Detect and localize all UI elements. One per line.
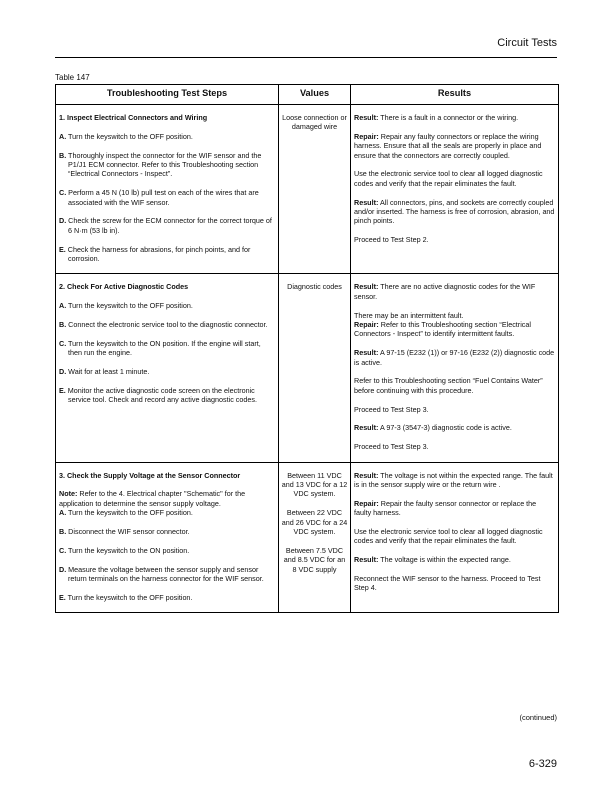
step-text: Monitor the active diagnostic code screen on the electronic service tool. Check and record any active diagnostic codes. (65, 385, 257, 405)
step-text: Turn the keyswitch to the OFF position. (65, 592, 193, 602)
step-text: Turn the keyswitch to the ON position. (66, 545, 190, 555)
step-text: 2. Check For Active Diagnostic Codes (59, 282, 189, 292)
result-text: Use the electronic service tool to clear all logged diagnostic codes and verify that the repair eliminates the fault. (354, 169, 543, 188)
result-item (354, 198, 555, 226)
step-title (59, 113, 275, 122)
result-text: The voltage is within the expected range. (378, 555, 511, 565)
step-label: D. (59, 564, 67, 574)
result-text: A 97-15 (E232 (1)) or 97-16 (E232 (2)) diagnostic code is active. (354, 348, 555, 367)
header-rule (55, 57, 557, 58)
step-item (59, 546, 275, 555)
step-text: Disconnect the WIF sensor connector. (66, 527, 190, 537)
table-row (56, 274, 559, 462)
step-label: D. (59, 216, 67, 226)
result-text: Proceed to Test Step 2. (354, 235, 429, 245)
result-label: Repair: (354, 320, 379, 330)
page-number: 6-329 (528, 758, 557, 770)
step-item (59, 245, 275, 264)
result-text: There is a fault in a connector or the wiring. (378, 113, 519, 122)
step-text: Turn the keyswitch to the OFF position. (66, 508, 193, 518)
result-text: Reconnect the WIF sensor to the harness. Proceed to Test Step 4. (354, 574, 541, 593)
page-header-title: Circuit Tests (497, 37, 557, 49)
result-item (354, 282, 555, 301)
value-text: Between 22 VDC and 26 VDC for a 24 VDC system. (281, 508, 348, 537)
step-label: Note: (59, 489, 78, 499)
result-item (354, 132, 555, 160)
value-text: Between 7.5 VDC and 8.5 VDC for an 8 VDC supply (283, 545, 346, 574)
results-cell (351, 462, 559, 613)
step-text: Check the harness for abrasions, for pinch points, and for corrosion. (65, 244, 251, 264)
step-label: C. (59, 188, 67, 198)
step-label: D. (59, 367, 67, 377)
troubleshooting-table (55, 84, 559, 613)
step-item (59, 188, 275, 207)
result-item (354, 442, 555, 451)
values-cell (279, 274, 351, 462)
result-item (354, 320, 555, 339)
result-text: The voltage is not within the expected range. The fault is in the sensor supply wire or the return wire . (354, 470, 553, 490)
step-text: Thoroughly inspect the connector for the WIF sensor and the P1/J1 ECM connector. Refer to this Troubleshooting section “Electrical Connectors - Inspect”. (66, 150, 262, 179)
table-row (56, 105, 559, 274)
step-text: 1. Inspect Electrical Connectors and Wiring (59, 113, 208, 122)
result-label: Result: (354, 348, 379, 358)
steps-cell (56, 274, 279, 462)
results-cell (351, 274, 559, 462)
step-label: B. (59, 527, 67, 537)
result-item (354, 405, 555, 414)
value-text: Between 11 VDC and 13 VDC for a 12 VDC system. (281, 470, 348, 499)
step-text: Perform a 45 N (10 lb) pull test on each of the wires that are associated with the WIF sensor. (66, 188, 259, 207)
table-row (56, 462, 559, 613)
step-item (59, 386, 275, 405)
step-text: 3. Check the Supply Voltage at the Sensor Connector (59, 470, 241, 480)
column-header-results: Results (351, 85, 559, 105)
step-text: Measure the voltage between the sensor supply and sensor return terminals on the harness connector for the WIF sensor. (66, 564, 264, 584)
result-label: Result: (354, 282, 379, 292)
step-text: Refer to the 4. Electrical chapter "Schematic" for the application to determine the sensor supply voltage. (59, 489, 246, 508)
result-label: Repair: (354, 131, 379, 141)
step-text: Turn the keyswitch to the OFF position. (66, 301, 193, 311)
result-text: Proceed to Test Step 3. (354, 442, 429, 452)
result-item (354, 499, 555, 518)
result-item (354, 376, 555, 395)
result-label: Result: (354, 197, 379, 207)
result-item (354, 235, 555, 244)
step-label: C. (59, 338, 67, 348)
result-item (354, 527, 555, 546)
step-item (59, 593, 275, 602)
step-item (59, 216, 275, 235)
step-item (59, 320, 275, 329)
result-item (354, 471, 555, 490)
result-item (354, 113, 555, 122)
result-label: Result: (354, 470, 379, 480)
step-item (59, 508, 275, 517)
result-text: Repair any faulty connectors or replace the wiring harness. Ensure that all the seals are properly in place and ensure that the connectors are correctly coupled. (354, 131, 542, 160)
step-text: Connect the electronic service tool to the diagnostic connector. (66, 320, 268, 330)
step-label: A. (59, 131, 67, 141)
step-label: A. (59, 508, 67, 518)
steps-cell (56, 462, 279, 613)
result-text: Refer to this Troubleshooting section “Fuel Contains Water” before continuing with this procedure. (354, 376, 543, 395)
step-label: A. (59, 301, 67, 311)
result-label: Result: (354, 423, 379, 433)
result-label: Result: (354, 113, 379, 122)
step-item (59, 151, 275, 179)
result-text: All connectors, pins, and sockets are correctly coupled and/or inserted. The harness is free of corrosion, abrasion, and pinch points. (354, 197, 555, 226)
continued-note: (continued) (519, 713, 557, 722)
steps-cell (56, 105, 279, 274)
result-label: Repair: (354, 498, 379, 508)
result-text: Refer to this Troubleshooting section “Electrical Connectors - Inspect” to identify intermittent faults. (354, 320, 531, 339)
step-text: Check the screw for the ECM connector for the correct torque of 6 N·m (53 lb in). (66, 216, 272, 235)
step-label: E. (59, 592, 66, 602)
values-cell (279, 105, 351, 274)
result-text: There are no active diagnostic codes for the WIF sensor. (354, 282, 536, 301)
result-text: A 97-3 (3547-3) diagnostic code is active. (378, 423, 512, 433)
results-cell (351, 105, 559, 274)
step-label: B. (59, 320, 67, 330)
step-text: Turn the keyswitch to the OFF position. (66, 131, 193, 141)
step-item (59, 565, 275, 584)
table-caption: Table 147 (55, 73, 90, 82)
result-text: There may be an intermittent fault. (354, 310, 464, 320)
step-title (59, 471, 275, 480)
step-item (59, 301, 275, 310)
value-text: Loose connection or damaged wire (282, 113, 347, 132)
step-text: Turn the keyswitch to the ON position. If the engine will start, then run the engine. (66, 338, 261, 358)
result-item (354, 348, 555, 367)
values-cell (279, 462, 351, 613)
result-item (354, 555, 555, 564)
step-label: E. (59, 244, 66, 254)
step-label: C. (59, 545, 67, 555)
step-item (59, 527, 275, 536)
column-header-values: Values (279, 85, 351, 105)
step-label: B. (59, 150, 67, 160)
table-header-row (56, 85, 559, 105)
column-header-steps: Troubleshooting Test Steps (56, 85, 279, 105)
step-item (59, 339, 275, 358)
step-title (59, 282, 275, 291)
step-text: Wait for at least 1 minute. (66, 367, 150, 377)
step-item (59, 367, 275, 376)
result-item (354, 311, 555, 320)
result-text: Repair the faulty sensor connector or replace the faulty harness. (354, 498, 537, 518)
value-text: Diagnostic codes (287, 282, 342, 292)
result-item (354, 574, 555, 593)
result-label: Result: (354, 555, 379, 565)
result-item (354, 423, 555, 432)
result-text: Proceed to Test Step 3. (354, 404, 429, 414)
step-label: E. (59, 385, 66, 395)
step-item (59, 489, 275, 508)
step-item (59, 132, 275, 141)
result-text: Use the electronic service tool to clear all logged diagnostic codes and verify that the repair eliminates the fault. (354, 527, 543, 546)
result-item (354, 169, 555, 188)
